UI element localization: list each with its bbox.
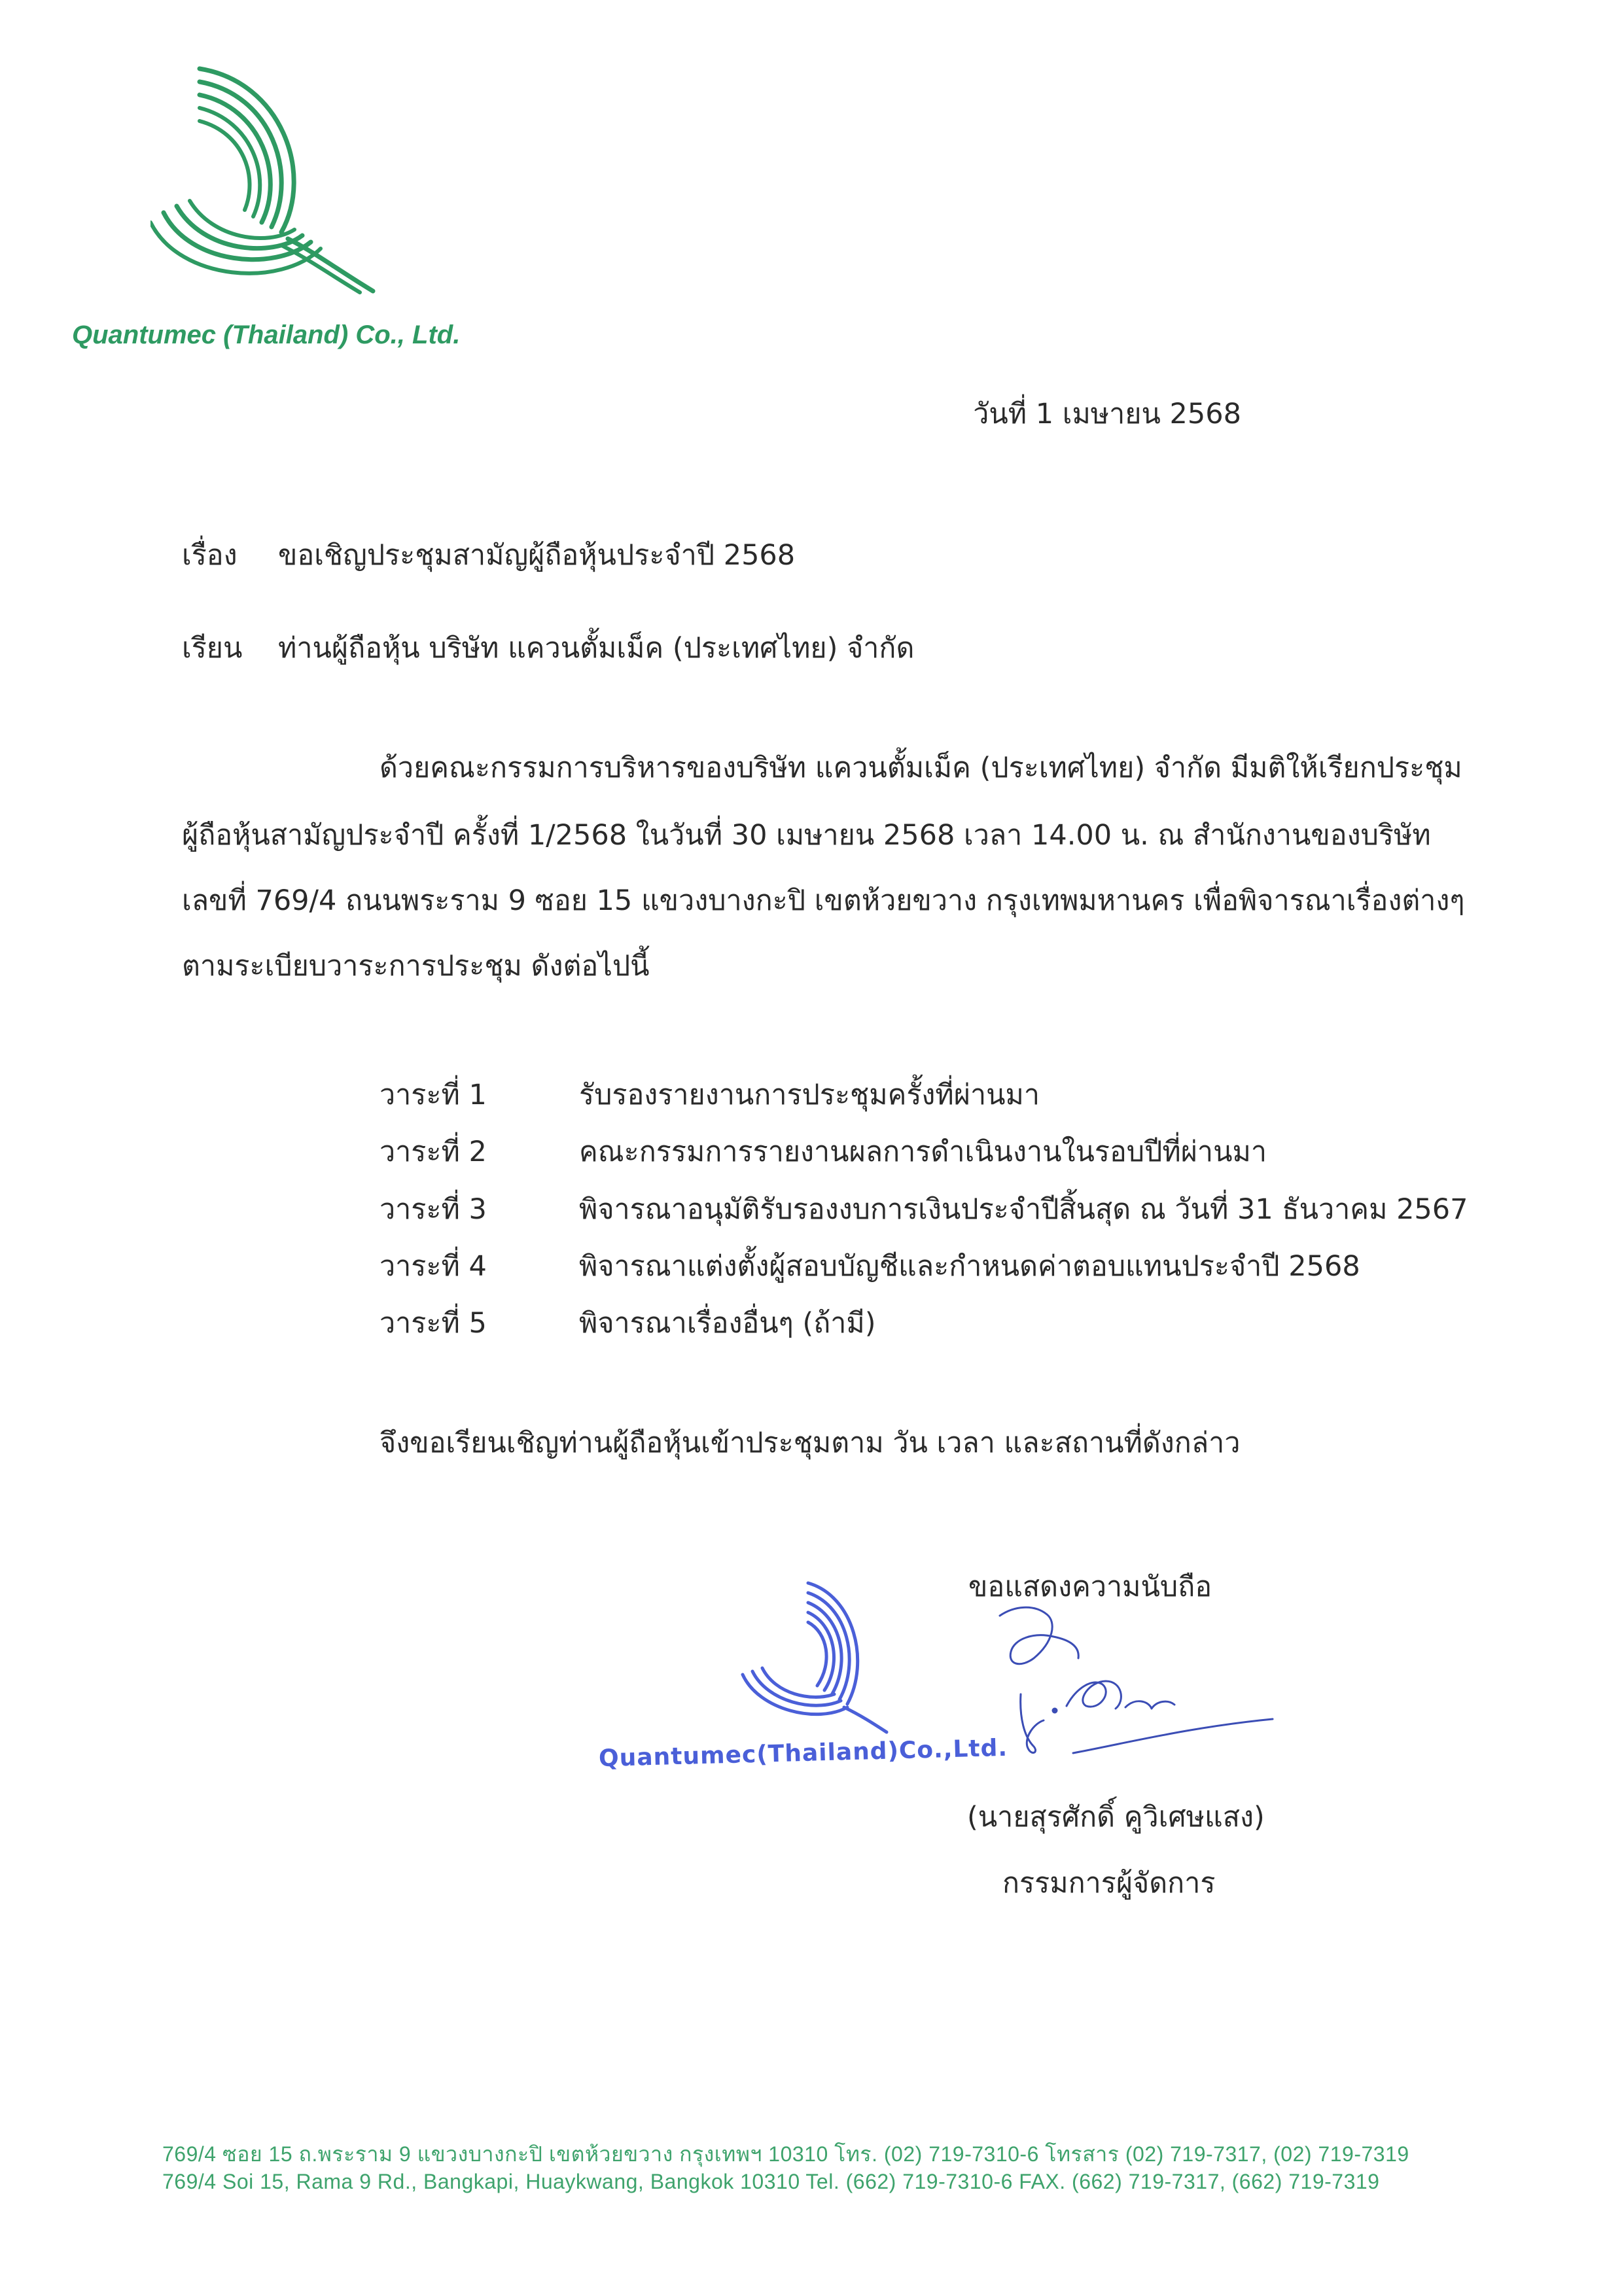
company-name: Quantumec (Thailand) Co., Ltd. (72, 321, 461, 349)
footer-address-english: 769/4 Soi 15, Rama 9 Rd., Bangkapi, Huaykwang, Bangkok 10310 Tel. (662) 719-7310-6 FAX. (662) 719-7317, (662) 719-7319 (162, 2170, 1380, 2193)
body-line: ตามระเบียบวาระการประชุม ดังต่อไปนี้ (182, 950, 650, 983)
company-logo-icon (150, 56, 412, 298)
agenda-item: พิจารณาอนุมัติรับรองงบการเงินประจำปีสิ้นสุด ณ วันที่ 31 ธันวาคม 2567 (579, 1193, 1468, 1226)
company-stamp-icon (730, 1576, 893, 1737)
body-line: ด้วยคณะกรรมการบริหารของบริษัท แควนตั้มเม็ค (ประเทศไทย) จำกัด มีมติให้เรียกประชุม (380, 752, 1462, 784)
agenda-number: วาระที่ 4 (380, 1250, 487, 1283)
agenda-item: พิจารณาแต่งตั้งผู้สอบบัญชีและกำหนดค่าตอบแทนประจำปี 2568 (579, 1250, 1360, 1283)
agenda-number: วาระที่ 2 (380, 1136, 487, 1168)
agenda-item: พิจารณาเรื่องอื่นๆ (ถ้ามี) (579, 1307, 876, 1340)
body-line: ผู้ถือหุ้นสามัญประจำปี ครั้งที่ 1/2568 ในวันที่ 30 เมษายน 2568 เวลา 14.00 น. ณ สำนักงานของบริษัท (182, 819, 1431, 852)
subject-label: เรื่อง (182, 539, 238, 572)
footer-address-thai: 769/4 ซอย 15 ถ.พระราม 9 แขวงบางกะปิ เขตห้วยขวาง กรุงเทพฯ 10310 โทร. (02) 719-7310-6 โทรสาร (02) 719-7317, (02) 719-7319 (162, 2142, 1409, 2166)
agenda-number: วาระที่ 3 (380, 1193, 487, 1226)
recipient-label: เรียน (182, 632, 243, 665)
body-line: เลขที่ 769/4 ถนนพระราม 9 ซอย 15 แขวงบางกะปิ เขตห้วยขวาง กรุงเทพมหานคร เพื่อพิจารณาเรื่องต่างๆ (182, 884, 1465, 917)
agenda-number: วาระที่ 1 (380, 1079, 487, 1111)
subject-text: ขอเชิญประชุมสามัญผู้ถือหุ้นประจำปี 2568 (278, 539, 796, 572)
agenda-item: รับรองรายงานการประชุมครั้งที่ผ่านมา (579, 1079, 1040, 1111)
letter-date: วันที่ 1 เมษายน 2568 (973, 398, 1241, 430)
recipient-text: ท่านผู้ถือหุ้น บริษัท แควนตั้มเม็ค (ประเทศไทย) จำกัด (278, 632, 915, 665)
signer-title: กรรมการผู้จัดการ (1002, 1867, 1216, 1900)
agenda-number: วาระที่ 5 (380, 1307, 487, 1340)
agenda-item: คณะกรรมการรายงานผลการดำเนินงานในรอบปีที่ผ่านมา (579, 1136, 1267, 1168)
regards-text: ขอแสดงความนับถือ (968, 1571, 1212, 1603)
closing-line: จึงขอเรียนเชิญท่านผู้ถือหุ้นเข้าประชุมตาม วัน เวลา และสถานที่ดังกล่าว (380, 1427, 1241, 1459)
handwritten-signature (995, 1596, 1282, 1766)
signer-name: (นายสุรศักดิ์ คูวิเศษแสง) (967, 1801, 1265, 1834)
company-stamp-text: Quantumec(Thailand)Co.,Ltd. (598, 1734, 1008, 1773)
